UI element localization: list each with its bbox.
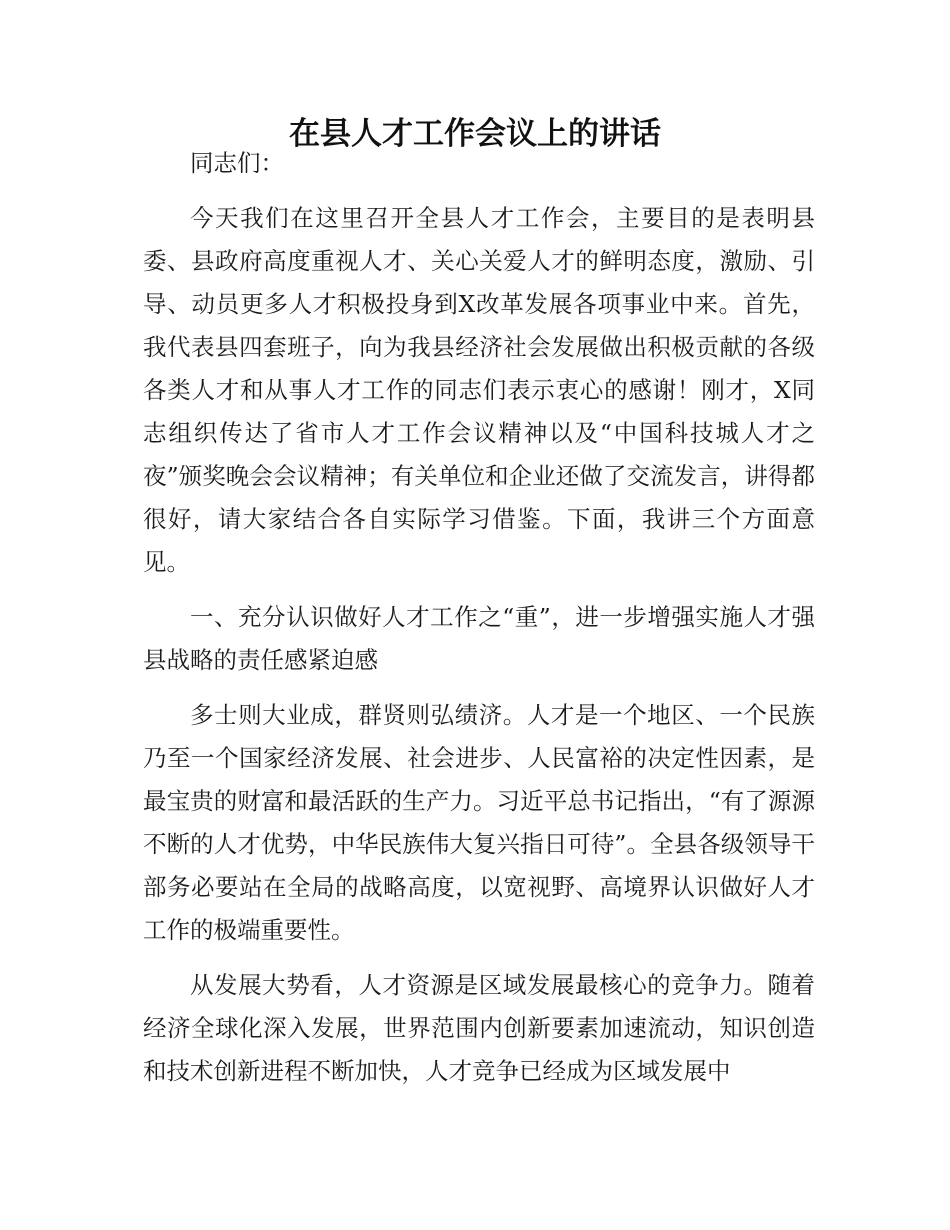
page-title: 在县人才工作会议上的讲话	[289, 116, 661, 152]
speech-body	[143, 142, 815, 1105]
salutation: 同志们：	[190, 149, 284, 177]
section-heading-1: 一、充分认识做好人才工作之“重”，进一步增强实施人才强县战略的责任感紧迫感	[143, 603, 815, 674]
paragraph-talent-importance: 多士则大业成，群贤则弘绩济。人才是一个地区、一个民族乃至一个国家经济发展、社会进步、人民富裕的决定性因素，是最宝贵的财富和最活跃的生产力。习近平总书记指出，“有了源源不断的人才优势，中华民族伟大复兴指日可待”。全县各级领导干部务必要站在全局的战略高度，以宽视野、高境界认识做好人才工作的极端重要性。	[143, 701, 815, 944]
paragraph-development-trend: 从发展大势看，人才资源是区域发展最核心的竞争力。随着经济全球化深入发展，世界范围内创新要素加速流动，知识创造和技术创新进程不断加快，人才竞争已经成为区域发展中	[143, 971, 815, 1085]
paragraph-opening: 今天我们在这里召开全县人才工作会，主要目的是表明县委、县政府高度重视人才、关心关爱人才的鲜明态度，激励、引导、动员更多人才积极投身到X改革发展各项事业中来。首先，我代表县四套班子，向为我县经济社会发展做出积极贡献的各级各类人才和从事人才工作的同志们表示衷心的感谢！刚才，X同志组织传达了省市人才工作会议精神以及“中国科技城人才之夜”颁奖晚会会议精神；有关单位和企业还做了交流发言，讲得都很好，请大家结合各自实际学习借鉴。下面，我讲三个方面意见。	[143, 204, 815, 576]
